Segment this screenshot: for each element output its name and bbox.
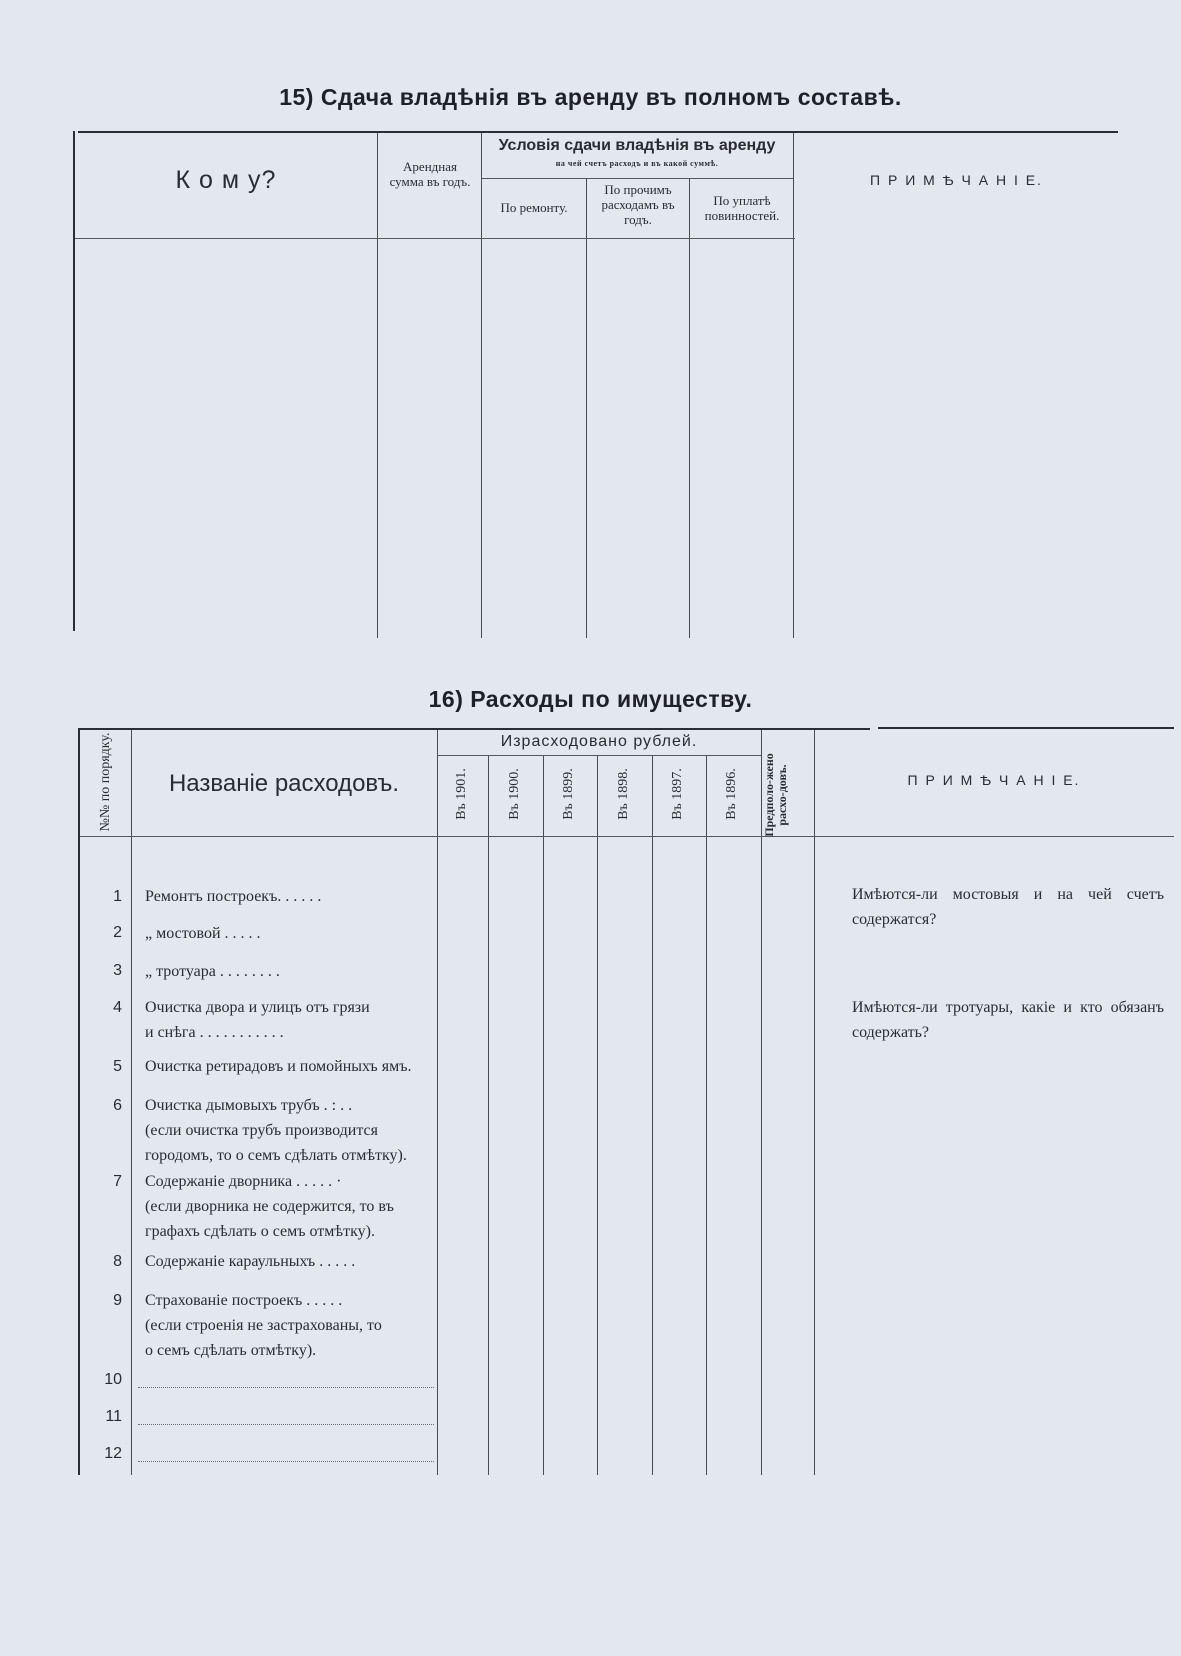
expense-item-label: графахъ сдѣлать о семъ отмѣтку).	[145, 1223, 375, 1240]
header-spent: Израсходовано рублей.	[500, 733, 698, 750]
remark-note-sidewalks: Имѣются-ли тротуары, какіе и кто обязанъ содержать?	[852, 999, 1164, 1041]
expense-item-label: Страхованіе построекъ . . . . .	[145, 1292, 343, 1309]
section-16-column-divider	[131, 730, 132, 1475]
row-number: 10	[104, 1371, 122, 1388]
header-duties: По уплатѣ повинностей.	[704, 193, 780, 223]
header-komu: К о м у?	[175, 166, 277, 194]
expense-item-label: „ мостовой . . . . .	[145, 925, 261, 942]
expense-item-label: „ тротуара . . . . . . . .	[145, 963, 280, 980]
row-number: 4	[113, 999, 122, 1016]
section-16-column-divider	[437, 730, 438, 1475]
section-16-column-divider	[761, 730, 762, 1475]
header-year-1899: Въ 1899.	[561, 768, 576, 820]
header-conditions: Условія сдачи владѣнія въ аренду	[498, 137, 776, 154]
row-number: 7	[113, 1173, 122, 1190]
section-16-column-divider	[543, 755, 544, 1475]
row-number: 9	[113, 1292, 122, 1309]
header-remark-16: П Р И М Ѣ Ч А Н І Е.	[907, 772, 1081, 788]
expense-item-label: Очистка двора и улицъ отъ грязи	[145, 999, 370, 1016]
row-number: 11	[105, 1408, 122, 1425]
expense-item-label: Ремонтъ построекъ. . . . . .	[145, 888, 322, 905]
header-year-1898: Въ 1898.	[616, 768, 631, 820]
section-16-column-divider	[488, 755, 489, 1475]
blank-entry-line	[138, 1424, 434, 1425]
expense-item-label: (если дворника не содержится, то въ	[145, 1198, 394, 1215]
expense-item-label: Очистка ретирадовъ и помойныхъ ямъ.	[145, 1058, 412, 1075]
section-16-column-divider	[652, 755, 653, 1475]
section-15-header-bottom-rule	[75, 238, 795, 239]
section-15-column-divider	[586, 178, 587, 638]
section-15-left-border	[73, 131, 75, 631]
section-16-subheader-rule	[437, 755, 761, 756]
expense-item-label: Содержаніе караульныхъ . . . . .	[145, 1253, 356, 1270]
section-15-top-rule	[78, 131, 1118, 133]
header-repair: По ремонту.	[500, 200, 568, 215]
expense-item-label: о семъ сдѣлать отмѣтку).	[145, 1342, 317, 1359]
header-year-1900: Въ 1900.	[507, 768, 522, 820]
row-number: 12	[104, 1445, 122, 1462]
header-other-expenses: По прочимъ расходамъ въ годъ.	[601, 182, 675, 227]
section-15-subheader-rule	[481, 178, 793, 179]
expense-item-label: Содержаніе дворника . . . . . ·	[145, 1173, 342, 1190]
row-number: 5	[113, 1058, 122, 1075]
section-15-column-divider	[377, 133, 378, 638]
expense-item-label: (если строенія не застрахованы, то	[145, 1317, 382, 1334]
expense-item-label: городомъ, то о семъ сдѣлать отмѣтку).	[145, 1147, 407, 1164]
blank-entry-line	[138, 1461, 434, 1462]
header-year-1896: Въ 1896.	[724, 768, 739, 820]
section-16-column-divider	[814, 730, 815, 1475]
section-16-title: 16) Расходы по имуществу.	[428, 686, 753, 712]
section-15-column-divider	[481, 133, 482, 638]
section-16-column-divider	[706, 755, 707, 1475]
expense-item-label: и снѣга . . . . . . . . . . .	[145, 1024, 284, 1041]
header-planned: Предполо-жено расхо-довъ.	[762, 753, 789, 837]
header-conditions-sub: на чей счетъ расходъ и въ какой суммѣ.	[555, 159, 719, 168]
row-number: 8	[113, 1253, 122, 1270]
header-year-1897: Въ 1897.	[670, 768, 685, 820]
header-number: №№ по порядку.	[98, 732, 113, 832]
section-16-top-rule	[78, 728, 870, 730]
expense-item-label: (если очистка трубъ производится	[145, 1122, 378, 1139]
header-expense-name: Названіе расходовъ.	[168, 770, 400, 797]
section-15-title: 15) Сдача владѣнія въ аренду въ полномъ составѣ.	[279, 84, 902, 110]
header-rent-sum: Арендная сумма въ годъ.	[389, 159, 471, 189]
row-number: 1	[113, 888, 122, 905]
row-number: 6	[113, 1097, 122, 1114]
blank-entry-line	[138, 1387, 434, 1388]
expense-item-label: Очистка дымовыхъ трубъ . : . .	[145, 1097, 353, 1114]
section-15-column-divider	[689, 178, 690, 638]
header-year-1901: Въ 1901.	[454, 768, 469, 820]
section-16-top-rule-right	[878, 727, 1174, 729]
header-remark-15: П Р И М Ѣ Ч А Н І Е.	[870, 172, 1043, 188]
section-15-column-divider	[793, 133, 794, 638]
row-number: 3	[113, 962, 122, 979]
remark-note-pavement: Имѣются-ли мостовыя и на чей счетъ содержатся?	[852, 886, 1164, 928]
section-16-column-divider	[597, 755, 598, 1475]
row-number: 2	[113, 924, 122, 941]
